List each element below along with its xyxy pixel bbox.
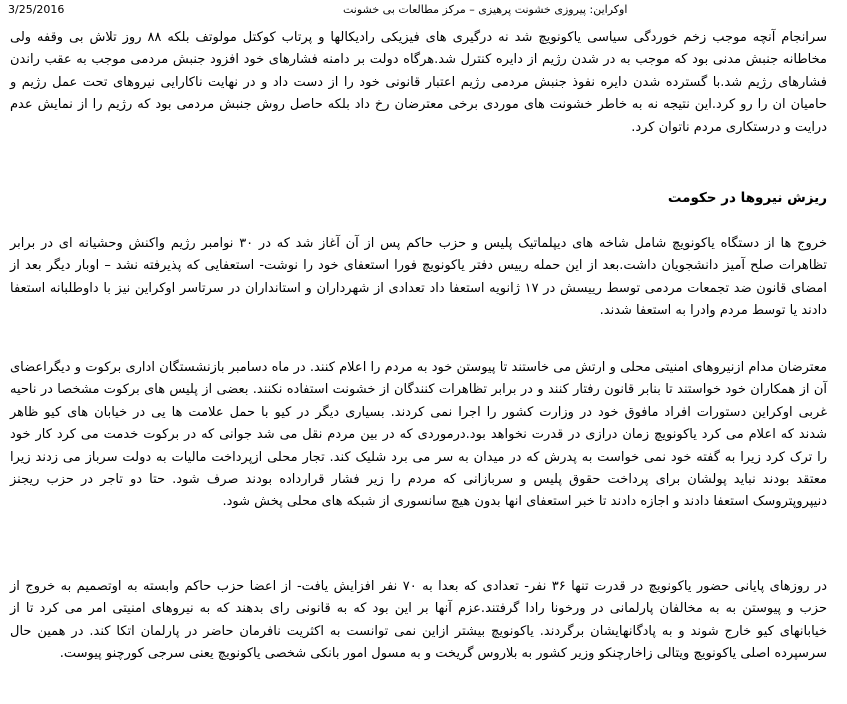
paragraph-line: مخاطانه جنبش مدنی بود که موجب به در شدن رژیم از دایره کنترل شد.هرگاه دولت بر دامنه فشارهای خود افزود جنبش مردمی موجب به عقب راندن [10, 52, 827, 68]
paragraph-line: تظاهرات صلح آمیز دانشجویان داشت.بعد از این حمله رییس دفتر یاکونویچ فورا استعفای خود را نوشت- استعفایی که پذیرفته نشد – اوبار دیگر بعد از [10, 258, 827, 274]
paragraph-line: درایت و درستکاری مردم ناتوان کرد. [631, 119, 827, 135]
paragraph-line: شدند که اعلام می کرد یاکونویچ زمان درازی در قدرت نخواهد بود.درموردی که در بین مردم نقل می شد جوانی که در برکوت خدمت می کرد کار خود [10, 427, 827, 443]
paragraph-line: حامیان ان را رو کرد.این نتیجه نه به خاطر خشونت های موردی برخی معترضان رخ داد بلکه حاصل روش جنبش مردمی بود که رژیم را از نمایش عدم [10, 97, 827, 113]
paragraph-line: معتقد بودند نباید پولشان برای پرداخت حقوق پلیس و سربازانی که مردم را زیر فشار قرارداده بودند صرف شود. حتا دو تاجر در حزب ریجنز [10, 472, 827, 488]
paragraph-line: حزب و پیوستن به به مخالفان پارلمانی در ورخونا رادا گرفتند.عزم آنها بر این بود که به قانونی رای بدهند که به نیروهای امنیتی امر می کرد تا از [10, 601, 827, 617]
paragraph-line: غربی اوکراین دستورات افراد مافوق خود در وزارت کشور را اجرا نمی کردند. بسیاری دیگر در کیو با حمل علامت ها یی در خیابان های کیو ظاهر [10, 404, 827, 420]
paragraph-line: دنیپروپتروسک استعفا دادند و اجازه دادند تا خبر استعفای انها بدون هیچ سانسوری از شبکه های محلی پخش شود. [222, 494, 827, 510]
paragraph-line: امضای قانون ضد تجمعات مردمی توسط رییسش در ۱۷ ژانویه استعفا داد تعدادی از شهرداران و استانداران در سرتاسر اوکراین نیز با داوطلبانه استعفا [10, 280, 827, 296]
paragraph-line: سرسپرده اصلی یاکونویچ ویتالی زاخارچنکو وزیر کشور به بلاروس گریخت و به مسول امور بانکی شخصی یاکونویچ یعنی سرجی کورچنو پیوست. [59, 646, 827, 662]
paragraph-line: در روزهای پایانی حضور یاکونویچ در قدرت تنها ۳۶ نفر- تعدادی که بعدا به ۷۰ نفر افزایش یافت- از اعضا حزب حاکم وابسته به اوتصمیم به خروج از [10, 579, 828, 594]
print-header [0, 0, 847, 20]
paragraph-line: را ترک کرد زیرا به گفته خود نمی خواست به پدرش که در میدان به سر می برد شلیک کند. تجار محلی ازپرداخت مالیات به دولت سرباز می زدند زیرا [10, 449, 827, 465]
paragraph-line: آن از همکاران خود خواستند تا بنابر قانون رفتار کنند و در برابر تظاهرات کنندگان از خشونت استفاده نکنند. بعضی از پلیس های برکوت مشخصا در ناحیه [10, 382, 827, 398]
paragraph-intro [10, 27, 827, 139]
paragraph-line: معترضان مدام ازنیروهای امنیتی محلی و ارتش می خاستند تا پیوستن خود به مردم را اعلام کنند. در ماه دسامبر بازنشستگان اداری برکوت و دیگراعضای [10, 360, 827, 375]
print-date: 3/25/2016 [8, 3, 65, 16]
paragraph-line: فشارهای رژیم شد.با گسترده شدن دایره نفوذ جنبش مردمی رژیم اعتبار قانونی خود را از دست داد و در نهایت ناکارایی نیروهای تحت عمل رژیم و [10, 74, 827, 90]
paragraph-defections [10, 233, 827, 323]
paragraph-security-forces [10, 357, 827, 514]
section-heading: ریزش نیروها در حکومت [667, 190, 827, 206]
paragraph-final-days [10, 576, 827, 666]
paragraph-line: دادند یا توسط مردم وادرا به استعفا شدند. [599, 303, 827, 319]
paragraph-line: خروج ها از دستگاه یاکونویچ شامل شاخه های دیپلماتیک پلیس و حزب حاکم پس از آن آغاز شد که در ۳۰ نوامبر رژیم واکنش وحشیانه ای در برابر [10, 236, 827, 251]
print-source-title: اوکراین: پیروزی خشونت پرهیزی – مرکز مطالعات بی خشونت [343, 3, 628, 16]
paragraph-line: سرانجام آنچه موجب زخم خوردگی سیاسی یاکونویچ شد نه درگیری های فیزیکی رادیکالها و پرتاب کوکتل مولوتف بلکه ۸۸ روز تلاش بی وقفه ولی [10, 30, 827, 45]
paragraph-line: خیابانهای کیو خارج شوند و به پادگانهایشان برگردند. یاکونویچ بیشتر ازاین نمی توانست به اکثریت نافرمان حاضر در پارلمان اتکا کند. در همین حال [10, 623, 827, 639]
